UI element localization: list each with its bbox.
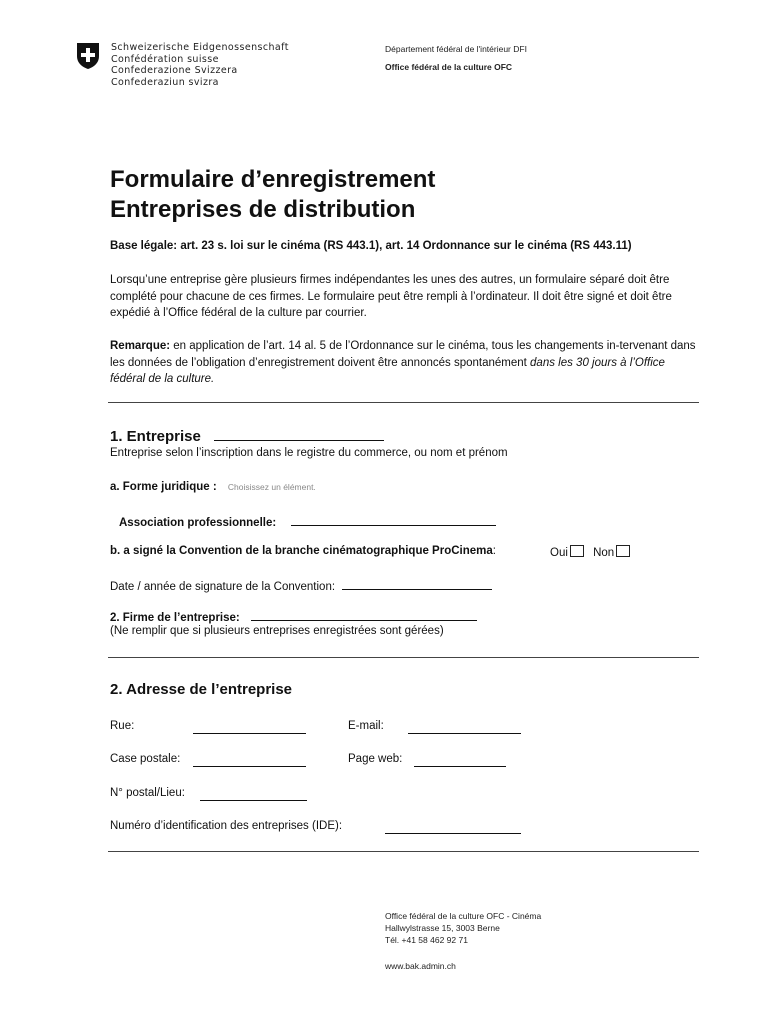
remark-label: Remarque: [110, 340, 171, 352]
firme-field[interactable] [251, 608, 477, 621]
page-title [110, 165, 435, 225]
section2-heading: 2. Adresse de l’entreprise [110, 681, 293, 698]
date-convention-row [110, 577, 492, 593]
entreprise-field[interactable] [214, 426, 384, 441]
association-field[interactable] [291, 513, 496, 526]
firme-note: (Ne remplir que si plusieurs entreprises enregistrées sont gérées) [110, 625, 444, 637]
title-line-2: Entreprises de distribution [110, 196, 416, 223]
legal-basis: Base légale: art. 23 s. loi sur le cinéma (RS 443.1), art. 14 Ordonnance sur le cinéma (RS 443.11) [110, 240, 632, 252]
confederation-fr: Confédération suisse [111, 53, 219, 65]
firme-row [110, 608, 477, 624]
intro-paragraph: Lorsqu’une entreprise gère plusieurs firmes indépendantes les unes des autres, un formulaire séparé doit être complété pour chacune de ces firmes. Le formulaire peut être rempli à l’ordinateur. Il doit être signé et doit être expédié à l’Office fédéral de la culture par courrier. [110, 274, 672, 319]
footer-line-1: Office fédéral de la culture OFC - Cinéma [385, 911, 542, 921]
confederation-names [111, 42, 289, 88]
forme-juridique-row [110, 481, 316, 493]
confederation-rm: Confederaziun svizra [111, 76, 219, 88]
footer-line-3: Tél. +41 58 462 92 71 [385, 935, 468, 945]
date-convention-label: Date / année de signature de la Convention: [110, 581, 336, 593]
forme-juridique-label: a. Forme juridique : [110, 481, 217, 493]
confederation-de: Schweizerische Eidgenossenschaft [111, 42, 289, 53]
case-postale-label: Case postale: [110, 753, 181, 765]
footer-line-2: Hallwylstrasse 15, 3003 Berne [385, 923, 500, 933]
npa-label: N° postal/Lieu: [110, 787, 185, 799]
non-label: Non [593, 547, 615, 559]
page-web-field[interactable] [414, 753, 506, 767]
case-postale-field[interactable] [193, 753, 306, 767]
ide-field[interactable] [385, 820, 521, 834]
remark-text: en application de l’art. 14 al. 5 de l’Ordonnance sur le cinéma, tous les changements in-tervenant dans les données de l’obligation d’enregistrement doivent être annoncés spontanément [110, 340, 696, 369]
non-checkbox[interactable] [616, 545, 630, 557]
date-convention-field[interactable] [342, 577, 492, 590]
section1-subtitle: Entreprise selon l’inscription dans le registre du commerce, ou nom et prénom [110, 447, 508, 459]
email-field[interactable] [408, 720, 521, 734]
rue-field[interactable] [193, 720, 306, 734]
association-row [119, 513, 496, 529]
convention-label: b. a signé la Convention de la branche cinématographique ProCinema: [110, 545, 496, 557]
section1-heading-row [110, 426, 384, 445]
section1-heading: 1. Entreprise [110, 428, 201, 445]
office-name: Office fédéral de la culture OFC [385, 62, 513, 72]
page-web-label: Page web: [348, 753, 403, 765]
association-label: Association professionnelle: [119, 517, 277, 529]
divider [108, 402, 699, 403]
oui-checkbox[interactable] [570, 545, 584, 557]
remark-paragraph [110, 338, 700, 388]
email-label: E-mail: [348, 720, 384, 732]
divider [108, 851, 699, 852]
convention-options [550, 545, 630, 559]
footer-web-link[interactable]: www.bak.admin.ch [385, 961, 456, 971]
firme-label: 2. Firme de l’entreprise: [110, 612, 240, 624]
ide-label: Numéro d’identification des entreprises (IDE): [110, 820, 343, 832]
swiss-crest-icon [76, 42, 100, 70]
title-line-1: Formulaire d’enregistrement [110, 166, 436, 193]
oui-label: Oui [550, 547, 568, 559]
footer-address [385, 910, 541, 946]
remark-italic: dans les 30 jours à l’Office fédéral de la culture. [110, 356, 665, 385]
forme-juridique-select[interactable]: Choisissez un élément. [227, 482, 316, 492]
rue-label: Rue: [110, 720, 135, 732]
divider [108, 657, 699, 658]
npa-field[interactable] [200, 787, 307, 801]
confederation-it: Confederazione Svizzera [111, 65, 238, 76]
department-name: Département fédéral de l'intérieur DFI [385, 44, 527, 54]
